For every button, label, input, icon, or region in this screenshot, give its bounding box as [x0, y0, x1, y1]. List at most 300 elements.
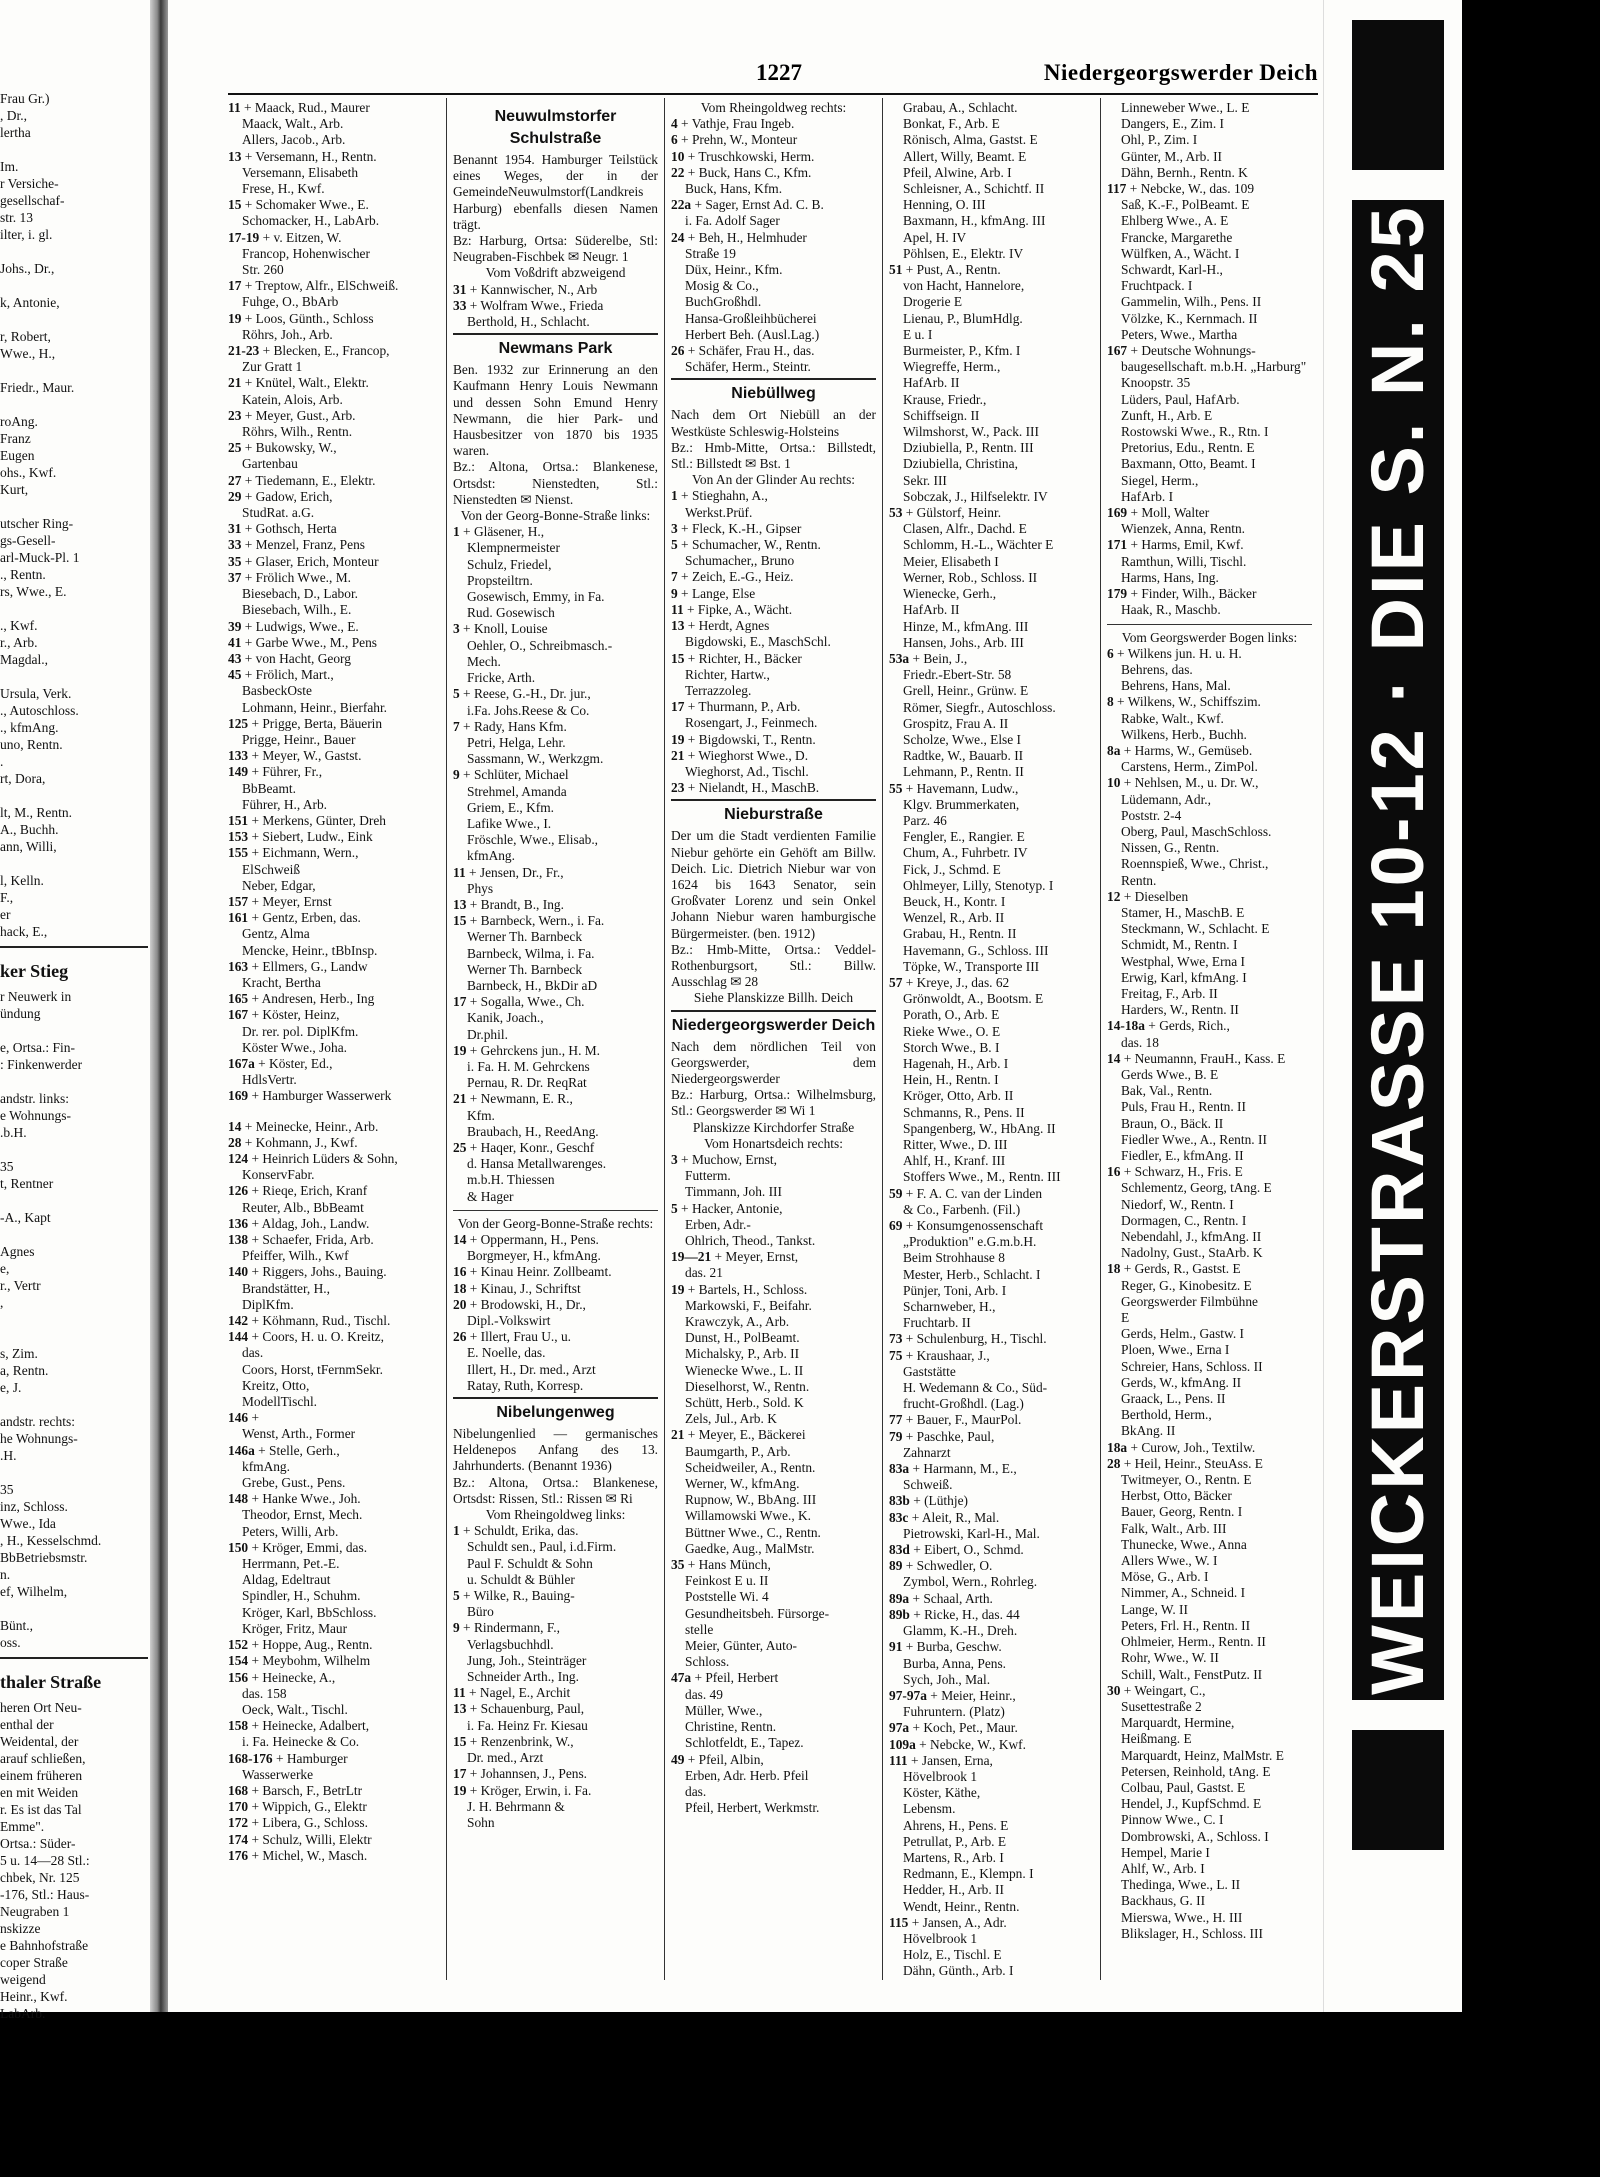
entry-text: Beim Strohhause 8 — [903, 1250, 1005, 1266]
entry-text: Rohr, Wwe., W. II — [1121, 1650, 1219, 1666]
house-entry: 136 + Aldag, Joh., Landw. — [228, 1215, 370, 1231]
entry-text: d. Hansa Metallwarenges. — [467, 1156, 607, 1172]
house-entry: 153 + Siebert, Ludw., Eink — [228, 829, 373, 845]
resident-entry — [671, 1606, 876, 1622]
entry-text: Ludwigs, Wwe., E. — [255, 618, 359, 634]
house-number: 73 — [889, 1331, 903, 1347]
house-number: 155 — [228, 845, 249, 861]
entry-text: Hans Münch, — [698, 1557, 771, 1573]
entry-text: Dr. med., Arzt — [467, 1750, 544, 1766]
entry-text: Harms, W., Gemüseb. — [1134, 742, 1253, 758]
house-number: 154 — [228, 1653, 249, 1669]
entry-text: Bigdowski, E., MaschSchl. — [685, 634, 831, 650]
house-entry: 117 + Nebcke, W., das. 109 — [1107, 181, 1255, 197]
house-number: 83d — [889, 1542, 910, 1558]
entry-text: Meybohm, Wilhelm — [262, 1653, 371, 1669]
entry-text: Schloss. — [685, 1654, 730, 1670]
house-number: 83c — [889, 1509, 909, 1525]
entry-text: Sager, Ernst Ad. C. B. — [705, 197, 824, 213]
house-number: 167 — [1107, 343, 1128, 359]
house-entry: 140 + Riggers, Johs., Bauing. — [228, 1264, 387, 1280]
resident-entry — [889, 149, 1094, 165]
entry-text: Ratay, Ruth, Korresp. — [467, 1377, 584, 1393]
strip-line: einem früheren — [0, 1768, 83, 1783]
house-entry: 3 + Knoll, Louise — [453, 621, 548, 637]
entry-text: Meier, Elisabeth I — [903, 553, 999, 569]
entry-text: Ahlf, H., Kranf. III — [903, 1153, 1006, 1169]
entry-text: Barnbeck, Wilma, i. Fa. — [467, 945, 595, 961]
house-number: 89 — [889, 1558, 903, 1574]
resident-entry — [889, 343, 1094, 359]
resident-entry — [228, 246, 440, 262]
entry-text: Petri, Helga, Lehr. — [467, 734, 566, 750]
house-number: 11 — [453, 864, 466, 880]
strip-line: utscher Ring- — [0, 516, 74, 531]
resident-entry — [453, 1572, 658, 1588]
entry-text: Havemann, Ludw., — [916, 780, 1019, 796]
resident-entry — [1107, 1553, 1312, 1569]
house-entry: 172 + Libera, G., Schloss. — [228, 1815, 368, 1831]
resident-entry — [453, 1108, 658, 1124]
resident-entry — [671, 1525, 876, 1541]
entry-text: (Lüthje) — [924, 1493, 968, 1509]
entry-text: Pünjer, Toni, Arb. I — [903, 1282, 1007, 1298]
resident-entry — [889, 165, 1094, 181]
resident-entry — [228, 1572, 440, 1588]
resident-entry — [1107, 1569, 1312, 1585]
strip-line: Neugraben 1 — [0, 1904, 70, 1919]
strip-line: r Versiche- — [0, 176, 59, 191]
resident-entry — [1107, 727, 1312, 743]
house-entry: 7 + Zeich, E.-G., Heiz. — [671, 569, 794, 585]
house-entry: 155 + Eichmann, Wern., — [228, 845, 359, 861]
entry-text: Dziubiella, P., Rentn. III — [903, 440, 1034, 456]
entry-text: & Co., Farbenh. (Fil.) — [903, 1201, 1021, 1217]
house-number: 3 — [453, 621, 460, 637]
street-note: Nach dem nördlichen Teil von Georgswerder, dem Niedergeorgswerder — [671, 1038, 876, 1086]
entry-text: Peters, Frl. H., Rentn. II — [1121, 1617, 1251, 1633]
house-entry: 26 + Schäfer, Frau H., das. — [671, 343, 815, 359]
house-number: 11 — [671, 601, 684, 617]
house-entry: 151 + Merkens, Günter, Dreh — [228, 812, 387, 828]
strip-line: enthal der — [0, 1717, 54, 1732]
house-number: 11 — [228, 100, 241, 115]
entry-text: Kanik, Joach., — [467, 1010, 544, 1026]
resident-entry — [453, 557, 658, 573]
strip-line: coper Straße — [0, 1955, 68, 1970]
resident-entry — [1107, 1359, 1312, 1375]
strip-line: lertha — [0, 125, 31, 140]
house-entry: 15 + Barnbeck, Wern., i. Fa. — [453, 913, 605, 929]
entry-text: Wilke, R., Bauing- — [473, 1588, 575, 1604]
entry-text: Westphal, Wwe, Erna I — [1121, 953, 1245, 969]
entry-text: Peters, Willi, Arb. — [242, 1523, 339, 1539]
house-entry: 10 + Truschkowski, Herm. — [671, 148, 815, 164]
resident-entry — [671, 1719, 876, 1735]
entry-text: Röhrs, Wilh., Rentn. — [242, 424, 353, 440]
entry-text: Deutsche Wohnungs- — [1141, 343, 1256, 359]
resident-entry — [453, 1075, 658, 1091]
resident-entry — [453, 800, 658, 816]
strip-line: weigend — [0, 1972, 46, 1987]
resident-entry — [889, 1121, 1094, 1137]
house-entry: 31 + Kannwischer, N., Arb — [453, 281, 598, 297]
resident-entry — [453, 1718, 658, 1734]
resident-entry — [889, 1899, 1094, 1915]
entry-text: Nagel, E., Archit — [479, 1685, 571, 1701]
entry-text: Phys — [467, 880, 494, 896]
entry-text: Lebensm. — [903, 1801, 956, 1817]
strip-line: ., Autoschloss. — [0, 703, 79, 718]
strip-heading: ker Stieg — [0, 961, 69, 981]
entry-text: Wilkens, W., Schiffszim. — [1127, 694, 1261, 710]
entry-text: Colbau, Paul, Gastst. E — [1121, 1779, 1246, 1795]
resident-entry — [1107, 1812, 1312, 1828]
house-number: 144 — [228, 1329, 249, 1345]
house-number: 9 — [453, 767, 460, 783]
strip-line — [0, 141, 148, 158]
entry-text: Oberg, Paul, MaschSchloss. — [1121, 823, 1272, 839]
resident-entry — [228, 181, 440, 197]
house-number: 22a — [671, 197, 692, 213]
resident-entry — [889, 959, 1094, 975]
street-note: Bz: Harburg, Ortsa: Süderelbe, Stl: Neugraben-Fischbek ✉ Neugr. 1 — [453, 233, 658, 265]
entry-text: Schleisner, A., Schichtf. II — [903, 181, 1045, 197]
house-entry: 19 + Bigdowski, T., Rentn. — [671, 731, 816, 747]
house-entry: 14 + Oppermann, H., Pens. — [453, 1232, 599, 1247]
entry-text: Frölich, Mart., — [255, 667, 334, 683]
house-entry: 28 + Kohmann, J., Kwf. — [228, 1134, 358, 1150]
strip-line — [0, 1022, 148, 1039]
entry-text: Brodowski, H., Dr., — [480, 1296, 586, 1312]
entry-text: Wilmshorst, W., Pack. III — [903, 424, 1039, 440]
house-number: 59 — [889, 1185, 903, 1201]
entry-text: Biesebach, Wilh., E. — [242, 602, 352, 618]
strip-line — [0, 311, 148, 328]
resident-entry — [889, 1526, 1094, 1542]
strip-line: Emme". — [0, 1819, 45, 1834]
house-entry: 57 + Kreye, J., das. 62 — [889, 974, 1010, 990]
house-entry: 31 + Gothsch, Herta — [228, 521, 337, 537]
entry-text: Schäfer, Frau H., das. — [698, 343, 815, 359]
house-entry: 89a + Schaal, Arth. — [889, 1590, 993, 1606]
entry-text: Thedinga, Wwe., L. II — [1121, 1877, 1241, 1893]
house-number: 161 — [228, 910, 249, 926]
house-number: 171 — [1107, 537, 1128, 553]
house-entry: 17-19 + v. Eitzen, W. — [228, 229, 342, 245]
entry-text: Mierswa, Wwe., H. III — [1121, 1909, 1243, 1925]
right-edge-stamp — [1323, 0, 1462, 2012]
entry-text: Meinecke, Heinr., Arb. — [255, 1118, 379, 1134]
strip-rule — [0, 946, 148, 948]
strip-line: ündung — [0, 1006, 41, 1021]
resident-entry — [889, 1769, 1094, 1785]
entry-text: Lange, W. II — [1121, 1601, 1188, 1617]
entry-text: Gammelin, Wilh., Pens. II — [1121, 294, 1262, 310]
house-entry: 157 + Meyer, Ernst — [228, 893, 332, 909]
house-entry: 30 + Weingart, C., — [1107, 1682, 1206, 1698]
house-number: 57 — [889, 974, 903, 990]
house-entry: 22 + Buck, Hans C., Kfm. — [671, 164, 812, 180]
entry-text: Oeck, Walt., Tischl. — [242, 1701, 348, 1717]
resident-entry — [671, 683, 876, 699]
entry-text: Meyer, Gust., Arb. — [255, 407, 356, 423]
resident-entry — [671, 1363, 876, 1379]
entry-text: Verlagsbuchhdl. — [467, 1636, 554, 1652]
entry-text: Ploen, Wwe., Erna I — [1121, 1342, 1230, 1358]
resident-entry — [453, 670, 658, 686]
entry-text: das. 49 — [685, 1686, 723, 1702]
entry-text: Feinkost E u. II — [685, 1573, 769, 1589]
entry-text: Erben, Adr. Herb. Pfeil — [685, 1767, 809, 1783]
entry-text: Gaedke, Aug., MalMstr. — [685, 1540, 815, 1556]
entry-text: Loos, Günth., Schloss — [255, 310, 374, 326]
house-entry: 73 + Schulenburg, H., Tischl. — [889, 1331, 1047, 1347]
entry-text: Berthold, Herm., — [1121, 1407, 1212, 1423]
entry-text: HafArb. I — [1121, 488, 1174, 504]
house-number: 13 — [671, 618, 685, 634]
entry-text: Dieselhorst, W., Rentn. — [685, 1378, 810, 1394]
entry-text: Ramthun, Willi, Tischl. — [1121, 553, 1247, 569]
entry-text: Fuhruntern. (Platz) — [903, 1704, 1005, 1720]
entry-text: Schwarz, H., Fris. E — [1134, 1164, 1243, 1180]
house-number: 30 — [1107, 1682, 1121, 1698]
house-entry: 10 + Nehlsen, M., u. Dr. W., — [1107, 775, 1259, 791]
resident-entry — [1107, 1342, 1312, 1358]
resident-entry — [671, 1298, 876, 1314]
resident-entry — [889, 619, 1094, 635]
entry-text: Brandstätter, H., — [242, 1280, 330, 1296]
entry-text: Klgv. Brummerkaten, — [903, 796, 1020, 812]
entry-text: Hendel, J., KupfSchmd. E — [1121, 1796, 1262, 1812]
entry-text: Reger, G., Kinobesitz. E — [1121, 1277, 1252, 1293]
entry-text: Bak, Val., Rentn. — [1121, 1083, 1213, 1099]
strip-line: e, J. — [0, 1380, 22, 1395]
resident-entry — [889, 1056, 1094, 1072]
entry-text: Thurmann, P., Arb. — [698, 699, 801, 715]
house-number: 109a — [889, 1736, 916, 1752]
resident-entry — [889, 554, 1094, 570]
resident-entry — [889, 489, 1094, 505]
section-rule — [453, 1210, 658, 1211]
entry-text: Str. 260 — [242, 262, 284, 278]
resident-entry — [889, 408, 1094, 424]
house-number: 10 — [1107, 775, 1121, 791]
house-entry: 124 + Heinrich Lüders & Sohn, — [228, 1151, 398, 1166]
entry-text: Weingart, C., — [1134, 1682, 1206, 1698]
strip-line: , — [0, 1295, 4, 1310]
resident-entry — [889, 1315, 1094, 1331]
entry-text: Reuter, Alb., BbBeamt — [242, 1199, 364, 1215]
resident-entry — [453, 1669, 658, 1685]
entry-text: Schütt, Herb., Sold. K — [685, 1395, 804, 1411]
entry-text: Brandt, B., Ing. — [480, 896, 564, 912]
resident-entry — [1107, 1197, 1312, 1213]
strip-line: rs, Wwe., E. — [0, 584, 67, 599]
entry-text: Heinecke, A., — [262, 1669, 336, 1685]
entry-text: Kinau Heinr. Zollbeamt. — [480, 1264, 612, 1280]
street-note: Bz.: Harburg, Ortsa.: Wilhelmsburg, Stl.: Georgswerder ✉ Wi 1 — [671, 1087, 876, 1119]
resident-entry — [228, 602, 440, 618]
house-number: 156 — [228, 1669, 249, 1685]
strip-line: e, — [0, 1261, 10, 1276]
strip-line: .H. — [0, 1448, 17, 1463]
resident-entry — [671, 715, 876, 731]
house-number: 125 — [228, 715, 249, 731]
entry-text: Meyer, Ernst — [262, 893, 332, 909]
entry-text: Gothsch, Herta — [255, 521, 337, 537]
entry-text: Zur Gratt 1 — [242, 359, 303, 375]
entry-text: Bartels, H., Schloss. — [698, 1281, 808, 1297]
strip-line: ., Kwf. — [0, 618, 38, 633]
entry-text: Schaal, Arth. — [923, 1590, 993, 1606]
resident-entry — [1107, 1002, 1312, 1018]
strip-line: andstr. links: — [0, 1091, 70, 1106]
strip-line: heren Ort Neu- — [0, 1700, 82, 1715]
house-number: 29 — [228, 488, 242, 504]
direction-note: Vom Georgswerder Bogen links: — [1121, 629, 1298, 645]
house-entry: 89b + Ricke, H., das. 44 — [889, 1606, 1020, 1622]
resident-entry — [1107, 116, 1312, 132]
strip-line: gesellschaf- — [0, 193, 65, 208]
directory-column-2 — [446, 98, 664, 1980]
resident-entry — [228, 1734, 440, 1750]
entry-text: Köster, Ed., — [269, 1055, 333, 1071]
direction-note: Vom Rheingoldweg rechts: — [700, 100, 847, 115]
entry-text: DiplKfm. — [242, 1296, 294, 1312]
strip-line: r., Vertr — [0, 1278, 41, 1293]
resident-entry — [671, 1541, 876, 1557]
house-number: 97-97a — [889, 1687, 927, 1703]
strip-line: ., Rentn. — [0, 567, 46, 582]
resident-entry — [889, 926, 1094, 942]
entry-text: Stelle, Gerh., — [269, 1442, 340, 1458]
resident-entry — [671, 1654, 876, 1670]
entry-text: Kraushaar, J., — [916, 1347, 990, 1363]
strip-line: s, Zim. — [0, 1346, 38, 1361]
entry-text: Rady, Hans Kfm. — [473, 718, 567, 734]
entry-text: Grabau, A., Schlacht. — [903, 100, 1018, 115]
entry-text: kfmAng. — [467, 848, 515, 864]
entry-text: Wienzek, Anna, Rentn. — [1121, 521, 1246, 537]
entry-text: Rieke Wwe., O. E — [903, 1023, 1001, 1039]
entry-text: Nielandt, H., MaschB. — [698, 780, 820, 796]
house-entry: 4 + Vathje, Frau Ingeb. — [671, 116, 795, 132]
house-number: 21 — [228, 375, 242, 391]
entry-text: Poststr. 2-4 — [1121, 807, 1182, 823]
entry-text: Carstens, Herm., ZimPol. — [1121, 759, 1258, 775]
resident-entry — [1107, 1602, 1312, 1618]
entry-text: Grospitz, Frau A. II — [903, 715, 1009, 731]
resident-entry — [889, 132, 1094, 148]
resident-entry — [228, 1394, 440, 1410]
street-note: Ben. 1932 zur Erinnerung an den Kaufmann Henry Louis Newmann und dessen Sohn Emund Henry Newmann, die hier Park- und Hausbesitzer von 1870 bis 1935 waren. — [453, 362, 658, 459]
resident-entry — [889, 1007, 1094, 1023]
house-entry: 53a + Bein, J., — [889, 650, 968, 666]
house-number: 33 — [453, 297, 467, 313]
house-entry: 51 + Pust, A., Rentn. — [889, 262, 1001, 278]
house-entry: 168-176 + Hamburger — [228, 1750, 348, 1766]
resident-entry — [1107, 1132, 1312, 1148]
house-entry: 167a + Köster, Ed., — [228, 1055, 333, 1071]
entry-text: Nebcke, W., das. 109 — [1140, 181, 1255, 197]
entry-text: Zels, Jul., Arb. K — [685, 1411, 777, 1427]
resident-entry — [1107, 1035, 1312, 1051]
entry-text: Herbst, Otto, Bäcker — [1121, 1488, 1232, 1504]
house-entry: 47a + Pfeil, Herbert — [671, 1670, 779, 1686]
resident-entry — [671, 1395, 876, 1411]
entry-text: Pfeil, Albin, — [698, 1751, 764, 1767]
resident-entry — [453, 1189, 658, 1205]
strip-line: ohs., Kwf. — [0, 465, 57, 480]
strip-line: . — [0, 754, 4, 769]
entry-text: Katein, Alois, Arb. — [242, 391, 343, 407]
entry-text: Töpke, W., Transporte III — [903, 958, 1040, 974]
resident-entry — [453, 589, 658, 605]
strip-line: roAng. — [0, 414, 38, 429]
entry-text: Muchow, Ernst, — [691, 1151, 777, 1167]
house-entry: 109a + Nebcke, W., Kwf. — [889, 1736, 1026, 1752]
house-number: 9 — [671, 585, 678, 601]
entry-text: Graack, L., Pens. II — [1121, 1391, 1226, 1407]
entry-text: Peters, Wwe., Martha — [1121, 326, 1238, 342]
entry-text: Nebendahl, J., kfmAng. II — [1121, 1229, 1262, 1245]
entry-text: Strehmel, Amanda — [467, 783, 567, 799]
entry-text: Wülfken, A., Wächt. I — [1121, 245, 1240, 261]
entry-text: Havemann, G., Schloss. III — [903, 942, 1049, 958]
direction-note: Vom Rheingoldweg links: — [485, 1507, 626, 1523]
strip-line: inz, Schloss. — [0, 1499, 68, 1514]
entry-text: Mosig & Co., — [685, 278, 759, 294]
entry-text: Gläsener, H., — [473, 524, 545, 540]
resident-entry — [889, 586, 1094, 602]
resident-entry — [889, 230, 1094, 246]
resident-entry — [889, 1137, 1094, 1153]
resident-entry — [671, 1460, 876, 1476]
house-entry: 169 + Moll, Walter — [1107, 505, 1210, 521]
entry-text: Nimmer, A., Schneid. I — [1121, 1585, 1246, 1601]
house-entry: 1 + Stieghahn, A., — [671, 488, 768, 504]
strip-line: k, Antonie, — [0, 295, 60, 310]
house-entry: 167 + Deutsche Wohnungs- — [1107, 343, 1256, 359]
house-entry: 21 + Meyer, E., Bäckerei — [671, 1427, 806, 1443]
entry-text: Düx, Heinr., Kfm. — [685, 262, 783, 278]
entry-text: Glaser, Erich, Monteur — [255, 553, 379, 569]
entry-text: Backhaus, G. II — [1121, 1893, 1206, 1909]
strip-line: andstr. rechts: — [0, 1414, 75, 1429]
entry-text: Borgmeyer, H., kfmAng. — [467, 1248, 601, 1264]
entry-text: Christine, Rentn. — [685, 1719, 777, 1735]
entry-text: Jung, Joh., Steinträger — [467, 1652, 587, 1668]
house-number: 1 — [453, 1523, 460, 1539]
entry-text: Fiedler Wwe., A., Rentn. II — [1121, 1131, 1267, 1147]
house-entry: 23 + Meyer, Gust., Arb. — [228, 407, 356, 423]
entry-text: Pernau, R. Dr. ReqRat — [467, 1075, 587, 1091]
entry-text: Prigge, Berta, Bäuerin — [262, 715, 383, 731]
resident-entry — [453, 1124, 658, 1140]
house-number: 28 — [228, 1134, 242, 1150]
entry-text: Ahrens, H., Pens. E — [903, 1817, 1009, 1833]
entry-text: Krause, Friedr., — [903, 391, 987, 407]
resident-entry — [889, 181, 1094, 197]
entry-text: Aldag, Joh., Landw. — [261, 1215, 370, 1231]
house-entry: 20 + Brodowski, H., Dr., — [453, 1296, 586, 1312]
house-entry: 168 + Barsch, F., BetrLtr — [228, 1782, 363, 1798]
entry-text: Richter, Hartw., — [685, 666, 770, 682]
house-number: 24 — [671, 229, 685, 245]
entry-text: Hamburger — [286, 1750, 348, 1766]
strip-line: hack, E., — [0, 924, 48, 939]
